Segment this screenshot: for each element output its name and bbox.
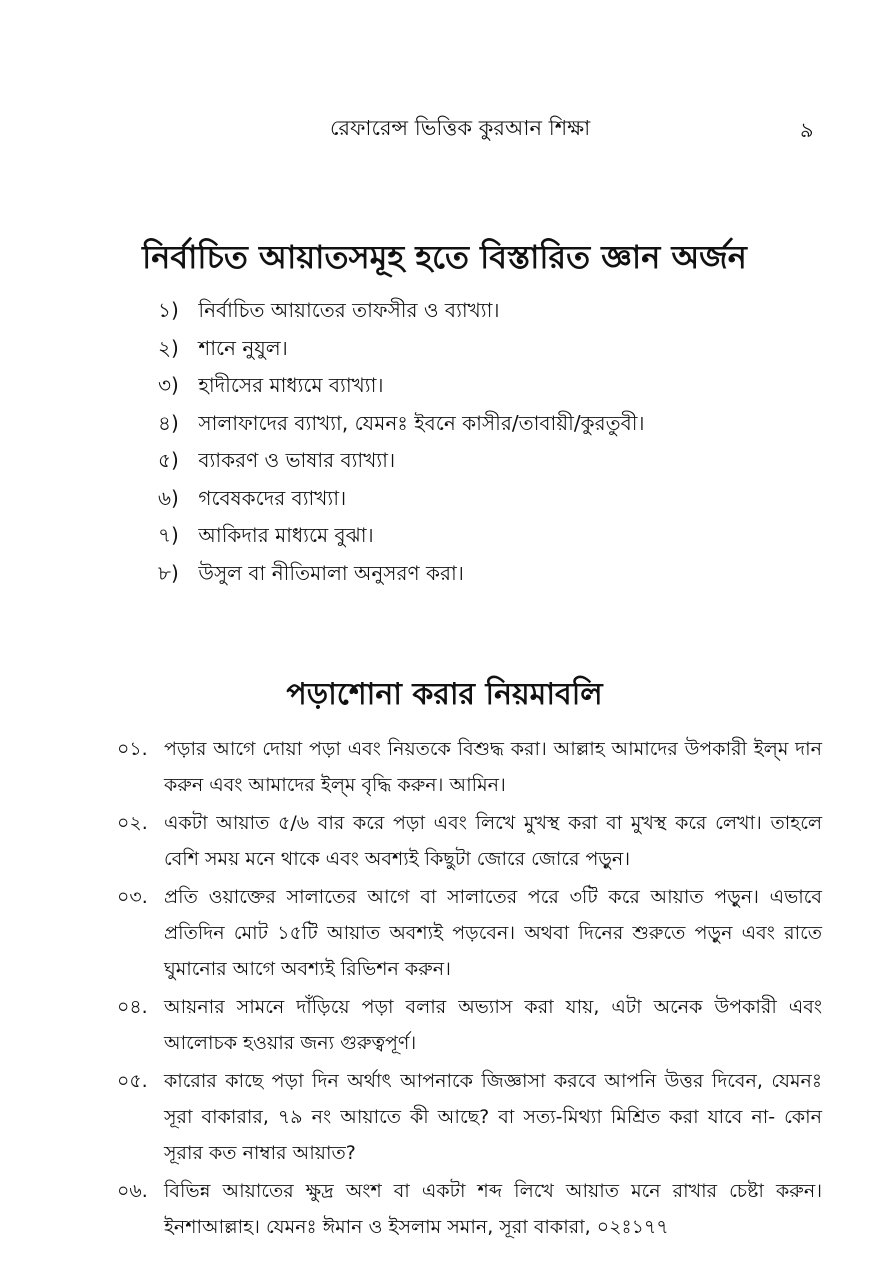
list-item-number: ৭)	[158, 523, 179, 547]
rule-item-number: ০২.	[117, 812, 148, 834]
rule-item	[117, 805, 822, 877]
list-item-text: উসুল বা নীতিমালা অনুসরণ করা।	[198, 560, 464, 585]
page-number: ৯	[800, 118, 814, 142]
list-item-number: ২)	[158, 335, 179, 360]
rule-item-text: প্রতি ওয়াক্তের সালাতের আগে বা সালাতের পরে ৩টি করে আয়াত পড়ুন। এভাবে প্রতিদিন মোট ১৫টি আয়াত অবশ্যই পড়বেন। অথবা দিনের শুরুতে পড়ুন এবং রাতে ঘুমানোর আগে অবশ্যই রিভিশন করুন।	[164, 886, 822, 980]
list-item-text: শানে নুযুল।	[198, 335, 288, 360]
rule-item	[117, 989, 822, 1061]
list-item-number: ৫)	[158, 448, 179, 472]
rule-item	[117, 879, 822, 987]
list-item	[158, 442, 798, 480]
list-item	[158, 330, 798, 368]
rule-item-number: ০৬.	[117, 1180, 148, 1202]
section-title-study-rules: পড়াশোনা করার নিয়মাবলি	[286, 677, 603, 712]
list-item	[158, 405, 798, 443]
list-item-number: ৩)	[158, 373, 179, 397]
section-title-knowledge: নির্বাচিত আয়াতসমূহ হতে বিস্তারিত জ্ঞান অর্জন	[142, 238, 747, 276]
list-item-text: নির্বাচিত আয়াতের তাফসীর ও ব্যাখ্যা।	[198, 298, 500, 322]
running-header-title: রেফারেন্স ভিত্তিক কুরআন শিক্ষা	[330, 116, 591, 140]
list-item-number: ৬)	[158, 485, 179, 510]
list-item	[158, 517, 798, 555]
list-item	[158, 292, 798, 330]
rule-item	[117, 1063, 822, 1171]
list-item-number: ৮)	[158, 560, 179, 585]
list-item-number: ১)	[158, 298, 179, 322]
list-item-text: হাদীসের মাধ্যমে ব্যাখ্যা।	[198, 373, 384, 397]
rule-item-text: একটা আয়াত ৫/৬ বার করে পড়া এবং লিখে মুখস্থ করা বা মুখস্থ করে লেখা। তাহলে বেশি সময় মনে থাকে এবং অবশ্যই কিছুটা জোরে জোরে পড়ুন।	[164, 812, 822, 870]
rule-item-number: ০১.	[117, 738, 148, 760]
rule-item-text: বিভিন্ন আয়াতের ক্ষুদ্র অংশ বা একটা শব্দ লিখে আয়াত মনে রাখার চেষ্টা করুন। ইনশাআল্লাহ। যেমনঃ ঈমান ও ইসলাম সমান, সূরা বাকারা, ০২ঃ১৭৭	[164, 1180, 822, 1238]
list-item	[158, 367, 798, 405]
rule-item-text: পড়ার আগে দোয়া পড়া এবং নিয়তকে বিশুদ্ধ করা। আল্লাহ আমাদের উপকারী ইল্‌ম দান করুন এবং আমাদের ইল্‌ম বৃদ্ধি করুন। আমিন।	[164, 738, 822, 796]
rule-item	[117, 1173, 822, 1245]
list-item-text: ব্যাকরণ ও ভাষার ব্যাখ্যা।	[198, 448, 396, 472]
rule-item-number: ০৩.	[117, 886, 148, 908]
rule-item-text: কারোর কাছে পড়া দিন অর্থাৎ আপনাকে জিজ্ঞাসা করবে আপনি উত্তর দিবেন, যেমনঃ সূরা বাকারার, ৭৯ নং আয়াতে কী আছে? বা সত্য-মিথ্যা মিশ্রিত করা যাবে না- কোন সূরার কত নাম্বার আয়াত?	[164, 1070, 822, 1164]
list-item-text: আকিদার মাধ্যমে বুঝা।	[198, 523, 374, 547]
rule-item	[117, 731, 822, 803]
list-item-number: ৪)	[158, 410, 179, 435]
list-item	[158, 480, 798, 518]
knowledge-list	[158, 292, 798, 592]
rule-item-number: ০৪.	[117, 996, 148, 1018]
study-rules-list	[117, 731, 822, 1247]
list-item-text: গবেষকদের ব্যাখ্যা।	[198, 485, 347, 510]
list-item-text: সালাফাদের ব্যাখ্যা, যেমনঃ ইবনে কাসীর/তাবায়ী/কুরতুবী।	[198, 410, 645, 435]
rule-item-text: আয়নার সামনে দাঁড়িয়ে পড়া বলার অভ্যাস করা যায়, এটা অনেক উপকারী এবং আলোচক হওয়ার জন্য গুরুত্বপূর্ণ।	[164, 996, 822, 1054]
list-item	[158, 555, 798, 593]
rule-item-number: ০৫.	[117, 1070, 148, 1092]
